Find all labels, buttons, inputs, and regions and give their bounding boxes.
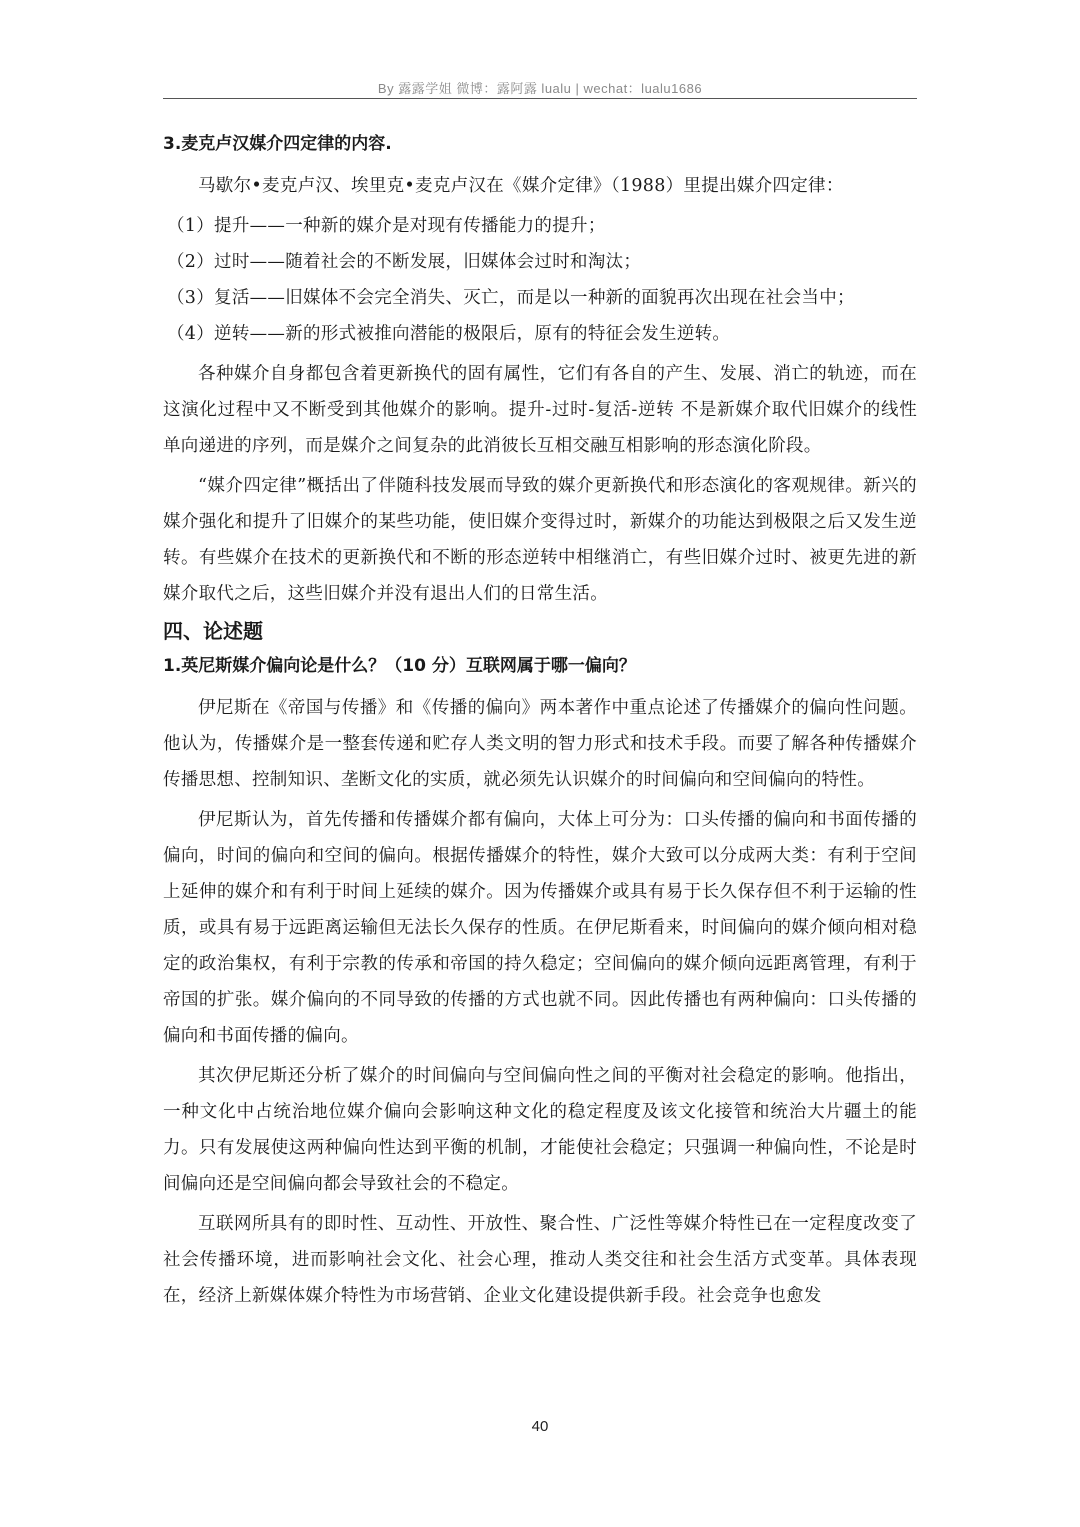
law-item-4: （4）逆转——新的形式被推向潜能的极限后，原有的特征会发生逆转。 [167, 324, 731, 344]
essay-paragraph-3: 其次伊尼斯还分析了媒介的时间偏向与空间偏向性之间的平衡对社会稳定的影响。他指出，一种文化中占统治地位媒介偏向会影响这种文化的稳定程度及该文化接管和统治大片疆土的能力。只有发展使这两种偏向性达到平衡的机制，才能使社会稳定；只强调一种偏向性，不论是时间偏向还是空间偏向都会导致社会的不稳定。 [163, 1066, 917, 1194]
page-number: 40 [531, 1418, 549, 1435]
question-3-intro: 马歇尔•麦克卢汉、埃里克•麦克卢汉在《媒介定律》（1988）里提出媒介四定律： [198, 176, 844, 196]
question-3-title: 3.麦克卢汉媒介四定律的内容. [163, 134, 392, 154]
law-item-1: （1）提升——一种新的媒介是对现有传播能力的提升； [167, 216, 606, 236]
essay-paragraph-2: 伊尼斯认为，首先传播和传播媒介都有偏向，大体上可分为：口头传播的偏向和书面传播的偏向，时间的偏向和空间的偏向。根据传播媒介的特性，媒介大致可以分成两大类：有利于空间上延伸的媒介和有利于时间上延续的媒介。因为传播媒介或具有易于长久保存但不利于运输的性质，或具有易于远距离运输但无法长久保存的性质。在伊尼斯看来，时间偏向的媒介倾向相对稳定的政治集权，有利于宗教的传承和帝国的持久稳定；空间偏向的媒介倾向远距离管理，有利于帝国的扩张。媒介偏向的不同导致的传播的方式也就不同。因此传播也有两种偏向：口头传播的偏向和书面传播的偏向。 [163, 810, 917, 1046]
page-header: By 露露学姐 微博：露阿露 lualu | wechat：lualu1686 [377, 81, 703, 96]
document-body [163, 130, 917, 1318]
essay-question-1-title: 1.英尼斯媒介偏向论是什么？（10 分）互联网属于哪一偏向？ [163, 656, 636, 676]
header-divider [163, 98, 917, 99]
section-title-essay: 四、论述题 [163, 619, 263, 643]
question-3-paragraph-1: 各种媒介自身都包含着更新换代的固有属性，它们有各自的产生、发展、消亡的轨迹，而在这演化过程中又不断受到其他媒介的影响。提升-过时-复活-逆转 不是新媒介取代旧媒介的线性单向递进的序列，而是媒介之间复杂的此消彼长互相交融互相影响的形态演化阶段。 [163, 364, 917, 456]
law-item-3: （3）复活——旧媒体不会完全消失、灭亡，而是以一种新的面貌再次出现在社会当中； [167, 288, 855, 308]
essay-paragraph-4: 互联网所具有的即时性、互动性、开放性、聚合性、广泛性等媒介特性已在一定程度改变了社会传播环境，进而影响社会文化、社会心理，推动人类交往和社会生活方式变革。具体表现在，经济上新媒体媒介特性为市场营销、企业文化建设提供新手段。社会竞争也愈发 [163, 1214, 917, 1306]
question-3-paragraph-2: “媒介四定律”概括出了伴随科技发展而导致的媒介更新换代和形态演化的客观规律。新兴的媒介强化和提升了旧媒介的某些功能，使旧媒介变得过时，新媒介的功能达到极限之后又发生逆转。有些媒介在技术的更新换代和不断的形态逆转中相继消亡，有些旧媒介过时、被更先进的新媒介取代之后，这些旧媒介并没有退出人们的日常生活。 [163, 476, 917, 604]
essay-paragraph-1: 伊尼斯在《帝国与传播》和《传播的偏向》两本著作中重点论述了传播媒介的偏向性问题。他认为，传播媒介是一整套传递和贮存人类文明的智力形式和技术手段。而要了解各种传播媒介传播思想、控制知识、垄断文化的实质，就必须先认识媒介的时间偏向和空间偏向的特性。 [163, 698, 917, 790]
law-item-2: （2）过时——随着社会的不断发展，旧媒体会过时和淘汰； [167, 252, 642, 272]
